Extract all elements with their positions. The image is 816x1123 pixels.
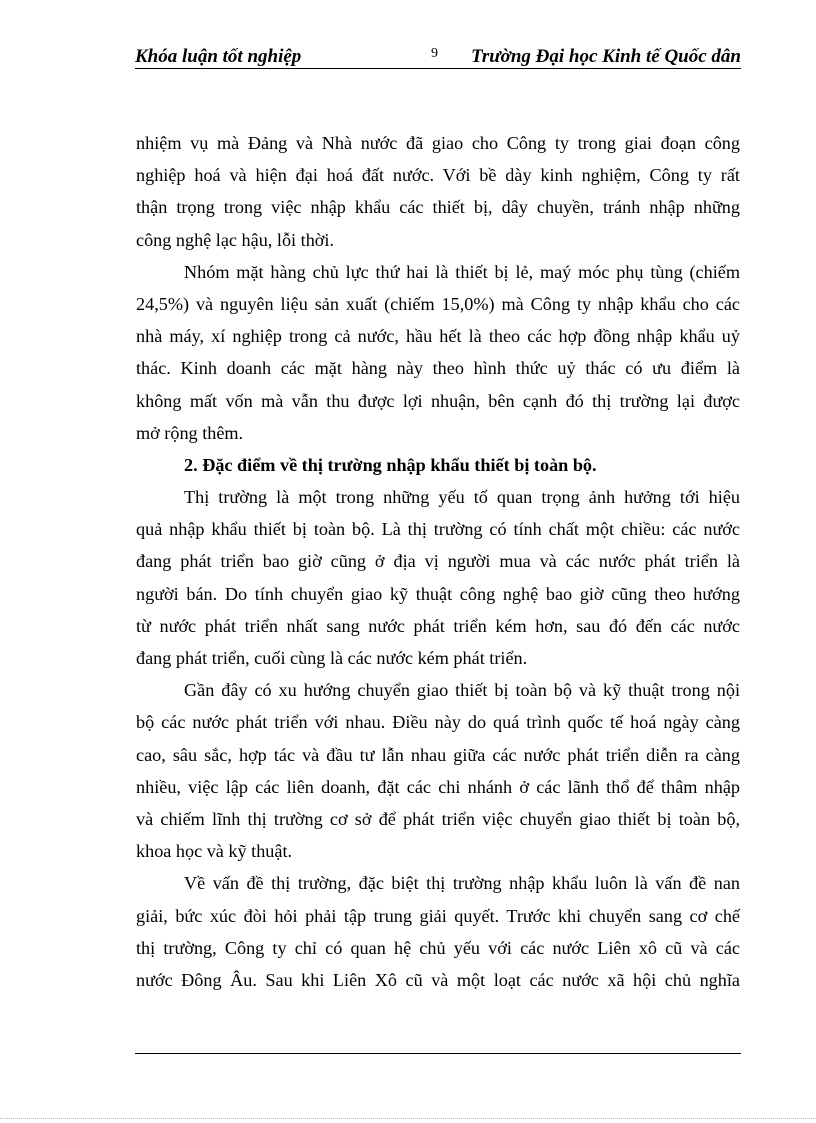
text-line: nước Đông Âu. Sau khi Liên Xô cũ và một loạt các nước xã hội chủ nghĩa: [136, 969, 740, 990]
text-line: từ nước phát triển nhất sang nước phát triển kém hơn, sau đó đến các nước: [136, 615, 740, 636]
text-line: Gần đây có xu hướng chuyển giao thiết bị toàn bộ và kỹ thuật trong nội: [184, 680, 740, 701]
paragraph: [136, 481, 740, 674]
text-line: Nhóm mặt hàng chủ lực thứ hai là thiết bị lẻ, maý móc phụ tùng (chiếm: [184, 261, 740, 282]
paragraph: [136, 867, 740, 996]
header-university: Trường Đại học Kinh tế Quốc dân: [470, 46, 741, 67]
text-line: đang phát triển bao giờ cũng ở địa vị người mua và các nước phát triển là: [136, 551, 740, 572]
document-body: [136, 127, 740, 996]
paragraph: [136, 674, 740, 867]
text-line: giải, bức xúc đòi hỏi phải tập trung giải quyết. Trước khi chuyển sang cơ chế: [136, 905, 740, 926]
text-line: thác. Kinh doanh các mặt hàng này theo hình thức uỷ thác có ưu điểm là: [136, 358, 740, 379]
text-line: thận trọng trong việc nhập khẩu các thiết bị, dây chuyền, tránh nhập những: [136, 197, 740, 218]
text-line: người bán. Do tính chuyển giao kỹ thuật công nghệ bao giờ cũng theo hướng: [136, 583, 740, 604]
text-line: nghiệp hoá và hiện đại hoá đất nước. Với bề dày kinh nghiệm, Công ty rất: [136, 165, 740, 186]
page-header: [135, 44, 741, 69]
paragraph: [136, 256, 740, 449]
text-line: đang phát triển, cuối cùng là các nước kém phát triển.: [136, 648, 528, 668]
text-line: bộ các nước phát triển với nhau. Điều này do quá trình quốc tế hoá ngày càng: [136, 712, 740, 733]
text-line: không mất vốn mà vẫn thu được lợi nhuận, bên cạnh đó thị trường lại được: [136, 390, 740, 411]
paragraph-continued: [136, 127, 740, 256]
text-line: công nghệ lạc hậu, lỗi thời.: [136, 229, 335, 250]
page-number: 9: [431, 46, 438, 61]
text-line: nhiệm vụ mà Đảng và Nhà nước đã giao cho Công ty trong giai đoạn công: [136, 133, 740, 153]
text-line: 24,5%) và nguyên liệu sản xuất (chiếm 15,0%) mà Công ty nhập khẩu cho các: [136, 293, 740, 314]
header-thesis-title: Khóa luận tốt nghiệp: [135, 46, 302, 67]
text-line: mở rộng thêm.: [136, 422, 244, 443]
text-line: cao, sâu sắc, hợp tác và đầu tư lẫn nhau giữa các nước phát triển diễn ra càng: [136, 744, 740, 765]
text-line: nhiều, việc lập các liên doanh, đặt các chi nhánh ở các lãnh thổ để thâm nhập: [136, 776, 740, 797]
text-line: Về vấn đề thị trường, đặc biệt thị trường nhập khẩu luôn là vấn đề nan: [184, 873, 740, 894]
text-line: thị trường, Công ty chỉ có quan hệ chủ yếu với các nước Liên xô cũ và các: [136, 937, 740, 958]
page-edge: [0, 1118, 816, 1119]
text-line: Thị trường là một trong những yếu tố quan trọng ảnh hưởng tới hiệu: [184, 487, 740, 508]
text-line: khoa học và kỹ thuật.: [136, 841, 293, 862]
text-line: quả nhập khẩu thiết bị toàn bộ. Là thị trường có tính chất một chiều: các nước: [136, 519, 740, 540]
text-line: và chiếm lĩnh thị trường cơ sở để phát triển việc chuyển giao thiết bị toàn bộ,: [136, 808, 740, 829]
section-heading: 2. Đặc điểm về thị trường nhập khẩu thiết bị toàn bộ.: [184, 454, 597, 475]
text-line: nhà máy, xí nghiệp trong cả nước, hầu hết là theo các hợp đồng nhập khẩu uỷ: [136, 326, 740, 347]
footer-divider: [135, 1053, 741, 1054]
